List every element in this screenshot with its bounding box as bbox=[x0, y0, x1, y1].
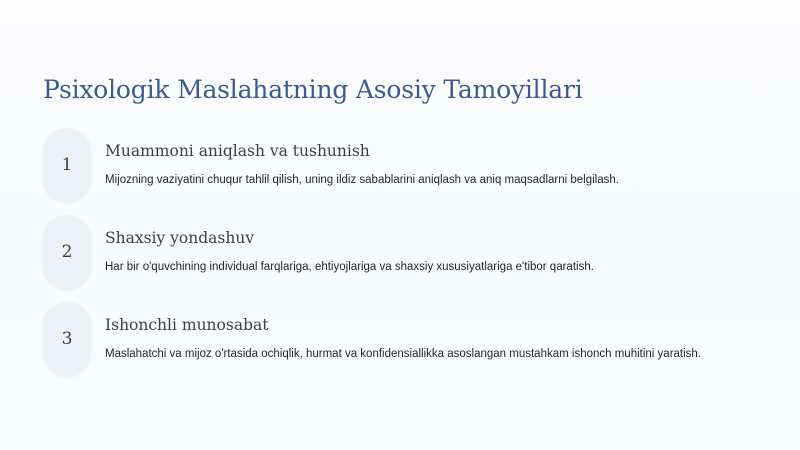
principle-title: Muammoni aniqlash va tushunish bbox=[105, 142, 370, 160]
principle-item-2 bbox=[43, 215, 783, 289]
principle-item-1 bbox=[43, 128, 783, 202]
number-badge: 2 bbox=[43, 215, 91, 289]
principle-description: Maslahatchi va mijoz o'rtasida ochiqlik, hurmat va konfidensiallikka asoslangan mustahkam ishonch muhitini yaratish. bbox=[105, 348, 702, 360]
principle-title: Shaxsiy yondashuv bbox=[105, 229, 255, 247]
principle-title: Ishonchli munosabat bbox=[105, 316, 269, 334]
slide-title: Psixologik Maslahatning Asosiy Tamoyillari bbox=[43, 75, 583, 104]
number-badge: 3 bbox=[43, 302, 91, 376]
number-badge: 1 bbox=[43, 128, 91, 202]
principle-description: Har bir o'quvchining individual farqlariga, ehtiyojlariga va shaxsiy xususiyatlariga e'tibor qaratish. bbox=[105, 261, 594, 273]
principle-item-3 bbox=[43, 302, 783, 376]
principle-description: Mijozning vaziyatini chuqur tahlil qilish, uning ildiz sabablarini aniqlash va aniq maqsadlarni belgilash. bbox=[105, 174, 619, 186]
